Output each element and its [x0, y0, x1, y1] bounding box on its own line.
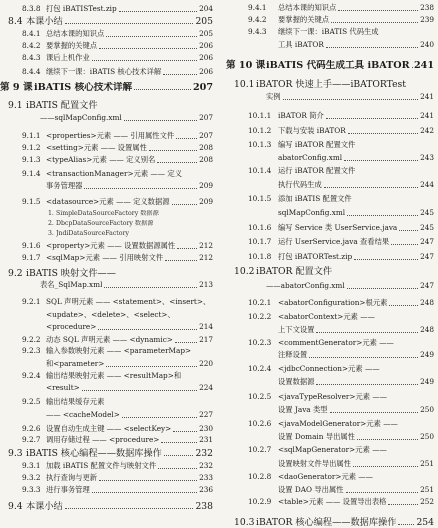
toc-entry-page: 241 — [420, 92, 434, 101]
toc-entry-page: 249 — [420, 350, 434, 359]
toc-entry-page: 248 — [420, 325, 434, 334]
toc-entry-title: 动态 SQL 声明元素 —— <dynamic> — [46, 335, 173, 344]
toc-dot-leader — [330, 403, 418, 413]
toc-entry-title: <typeAlias>元素 —— 定义别名 — [46, 155, 155, 164]
toc-entry-title: 本课小结 — [26, 501, 63, 512]
toc-dot-leader — [122, 408, 197, 418]
toc-entry-page: 231 — [199, 435, 213, 444]
toc-entry-number: 9.2.2 — [22, 335, 41, 344]
toc-entry-number: 10.2.6 — [248, 419, 271, 428]
toc-entry-number: 9.1.1 — [22, 131, 41, 140]
toc-entry-title: 调用存储过程 —— <procedure> — [46, 435, 159, 444]
toc-dot-leader — [172, 195, 197, 205]
toc-entry-number: 10.2.2 — [248, 312, 271, 321]
toc-dot-leader — [173, 422, 197, 432]
toc-entry-title: <datasource>元素 —— 定义数据源 — [46, 197, 170, 206]
toc-entry-page: 207 — [193, 82, 213, 94]
toc-dot-leader — [326, 38, 418, 48]
toc-dot-leader — [99, 471, 197, 481]
toc-dot-leader — [388, 495, 418, 505]
toc-entry-page: 208 — [199, 155, 213, 164]
toc-entry-title: 和<parameter> — [46, 359, 104, 368]
toc-entry-number: 9.2 — [8, 268, 23, 279]
toc-entry-title: iBATOR 快速上手——iBATORTest — [256, 79, 406, 90]
toc-entry-page: 227 — [199, 410, 213, 419]
toc-entry-page: 238 — [195, 501, 213, 512]
toc-entry-title: 添加 iBATIS 配置文件 — [278, 194, 352, 203]
toc-entry-number: 9.1.5 — [22, 197, 41, 206]
toc-dot-leader — [165, 251, 197, 261]
toc-entry-title: <result> — [46, 383, 80, 392]
toc-entry-title: 上下文设置 — [278, 325, 314, 334]
toc-entry-title: 设置 Java 类型 — [278, 405, 328, 414]
toc-dot-leader — [389, 296, 418, 306]
toc-dot-leader — [338, 1, 418, 11]
toc-dot-leader — [391, 235, 418, 245]
toc-entry-title: 输入参数映射元素 —— <parameterMap> — [46, 346, 191, 355]
toc-entry-title: ——abatorConfig.xml — [266, 281, 345, 290]
toc-entry-number: 9.1.4 — [22, 169, 41, 178]
toc-entry-title: <abatorContext>元素 —— — [278, 312, 375, 321]
toc-entry-number: 10.1.2 — [248, 126, 271, 135]
toc-entry-page: 247 — [420, 281, 434, 290]
toc-entry-page: 244 — [420, 180, 434, 189]
toc-dot-leader — [134, 80, 191, 90]
toc-entry-page: 206 — [199, 41, 213, 50]
toc-entry-page: 232 — [195, 448, 213, 459]
toc-entry-page: 207 — [199, 113, 213, 122]
toc-entry-page: 205 — [195, 16, 213, 27]
toc-entry-page: 241 — [420, 111, 434, 120]
toc-entry-title: iBATOR 核心编程——数据库操作 — [256, 517, 396, 528]
toc-dot-leader — [316, 375, 418, 385]
toc-entry-number: 10.2.3 — [248, 338, 271, 347]
toc-entry-number: 3. — [48, 230, 54, 238]
toc-entry-number: 9.1.3 — [22, 155, 41, 164]
toc-entry-title: 执行查询与更新 — [46, 473, 97, 482]
toc-entry-title: 运行 iBATOR 配置文件 — [278, 166, 355, 175]
toc-entry-page: 220 — [199, 359, 213, 368]
toc-entry-number: 10.1.8 — [248, 252, 271, 261]
toc-entry-number: 9.2.4 — [22, 371, 41, 380]
toc-dot-leader — [399, 221, 418, 231]
toc-dot-leader — [158, 459, 197, 469]
toc-entry-number: 9.2.3 — [22, 346, 41, 355]
toc-entry-page: 240 — [420, 40, 434, 49]
toc-entry-page: 250 — [420, 432, 434, 441]
toc-dot-leader — [104, 278, 197, 288]
toc-dot-leader — [347, 279, 418, 289]
toc-entry-number: 10.2 — [234, 266, 254, 277]
toc-dot-leader — [344, 151, 418, 161]
toc-entry-page: 230 — [199, 424, 213, 433]
toc-entry-title: 事务管理器 — [46, 181, 82, 190]
toc-entry-page: 224 — [199, 383, 213, 392]
toc-entry-title: <transactionManager>元素 —— 定义 — [46, 169, 182, 178]
toc-entry-number: 10.1.4 — [248, 166, 271, 175]
toc-entry-page: 245 — [420, 223, 434, 232]
toc-entry-title: iBATOR 简介 — [278, 111, 324, 120]
toc-dot-leader — [348, 124, 418, 134]
toc-entry-title: JndiDataSourceFactory — [56, 230, 129, 238]
toc-entry-page: 205 — [199, 29, 213, 38]
toc-entry-title: 实例 — [266, 92, 281, 101]
toc-entry-title: iBATOR 配置文件 — [256, 266, 332, 277]
toc-entry-title: 打包 iBATISTest.zip — [46, 4, 117, 13]
toc-dot-leader — [175, 333, 197, 343]
toc-entry-page: 212 — [199, 253, 213, 262]
toc-entry-number: 10.3 — [234, 517, 254, 528]
toc-entry-number: 9.3.1 — [22, 461, 41, 470]
toc-dot-leader — [92, 51, 197, 61]
toc-dot-leader — [357, 430, 418, 440]
toc-dot-leader — [65, 499, 194, 509]
toc-entry-title: <daoGenerator>元素 —— — [278, 472, 373, 481]
toc-entry-title: 加载 iBATIS 配置文件与映射文件 — [46, 461, 156, 470]
toc-entry-number: 9.1.2 — [22, 143, 41, 152]
toc-dot-leader — [106, 357, 197, 367]
toc-entry-title: 总结本课的知识点 — [46, 29, 104, 38]
toc-entry-title: <update>、<delete>、<select>、 — [46, 310, 175, 319]
toc-entry-number: 9.1.7 — [22, 253, 41, 262]
toc-entry-title: 注释设置 — [278, 350, 307, 359]
toc-entry-page: 206 — [199, 53, 213, 62]
toc-dot-leader — [309, 348, 418, 358]
toc-entry-page: 247 — [420, 237, 434, 246]
toc-entry-title: abatorConfig.xml — [278, 153, 342, 162]
toc-entry-page: 206 — [199, 67, 213, 76]
toc-entry-number: 9.4.3 — [248, 27, 267, 36]
toc-entry-number: 9.2.1 — [22, 297, 41, 306]
toc-dot-leader — [99, 39, 197, 49]
toc-entry-title: 表名_SqlMap.xml — [40, 280, 102, 289]
toc-entry-page: 252 — [420, 497, 434, 506]
toc-entry-number: 9.1 — [8, 100, 23, 111]
toc-entry-title: 打包 iBATORTest.zip — [278, 252, 352, 261]
toc-dot-leader — [82, 381, 197, 391]
toc-entry-number: 8.4.4 — [22, 67, 41, 76]
toc-entry-page: 233 — [199, 473, 213, 482]
toc-entry-number: 9.4.1 — [248, 3, 267, 12]
toc-entry-number: 10.1.7 — [248, 237, 271, 246]
toc-entry-title: <procedure> — [46, 322, 96, 331]
toc-entry-title: <javaModelGenerator>元素 —— — [278, 419, 398, 428]
toc-entry-title: 本课小结 — [26, 16, 63, 27]
toc-entry-title: SQL 声明元素 —— <statement>、<insert>、 — [46, 297, 210, 306]
toc-entry-title: 总结本课的知识点 — [278, 3, 336, 12]
toc-entry-title: 输出结果缓存元素 — [46, 397, 104, 406]
toc-entry-title: <abatorConfiguration>根元素 — [278, 298, 387, 307]
toc-entry-title: 工具 iBATOR — [278, 40, 324, 49]
toc-entry-number: 9.2.7 — [22, 435, 41, 444]
toc-dot-leader — [346, 483, 419, 493]
toc-entry-page: 232 — [199, 461, 213, 470]
toc-dot-leader — [157, 153, 197, 163]
toc-entry-number: 9.2.5 — [22, 397, 41, 406]
toc-entry-title: iBATIS 配置文件 — [26, 100, 98, 111]
toc-dot-leader — [177, 239, 197, 249]
toc-dot-leader — [398, 515, 414, 525]
toc-entry-number: 第 9 课 — [0, 82, 33, 94]
toc-entry-page: 239 — [420, 15, 434, 24]
toc-dot-leader — [84, 179, 197, 189]
toc-entry-number: 8.3.8 — [22, 4, 41, 13]
toc-entry-page: 242 — [420, 126, 434, 135]
toc-entry-number: 9.3.3 — [22, 485, 41, 494]
toc-entry-page: 251 — [420, 459, 434, 468]
toc-entry-title: 继续下一课：iBATIS 代码生成 — [278, 27, 379, 36]
toc-dot-leader — [176, 129, 197, 139]
toc-entry-page: 213 — [199, 280, 213, 289]
toc-entry-page: 254 — [416, 517, 434, 528]
toc-entry-title: <javaTypeResolver>元素 —— — [278, 392, 387, 401]
toc-entry-page: 207 — [199, 131, 213, 140]
toc-dot-leader — [106, 27, 197, 37]
toc-entry-number: 10.1.3 — [248, 140, 271, 149]
toc-entry-page: 208 — [199, 143, 213, 152]
toc-entry-number: 10.1.5 — [248, 194, 271, 203]
toc-dot-leader — [92, 483, 197, 493]
toc-dot-leader — [353, 457, 418, 467]
toc-entry-number: 8.4.1 — [22, 29, 41, 38]
toc-entry-title: iBATIS 核心编程——数据库操作 — [26, 448, 162, 459]
toc-entry-title: 编写 Service 类 UserService.java — [278, 223, 397, 232]
toc-entry-page: 209 — [199, 197, 213, 206]
toc-entry-page: 209 — [199, 181, 213, 190]
toc-dot-leader — [163, 65, 197, 75]
toc-entry-number: 10.1.1 — [248, 111, 271, 120]
toc-entry-page: 212 — [199, 241, 213, 250]
toc-entry-page: 214 — [199, 322, 213, 331]
toc-entry-title: <property>元素 —— 设置数据源属性 — [46, 241, 175, 250]
toc-dot-leader — [316, 323, 418, 333]
toc-entry-number: 8.4.3 — [22, 53, 41, 62]
toc-entry-title: iBATIS 映射文件—— — [26, 268, 116, 279]
toc-entry-number: 9.1.6 — [22, 241, 41, 250]
toc-dot-leader — [164, 446, 194, 456]
toc-entry-number: 第 10 课 — [226, 60, 265, 72]
toc-entry-title: <jdbcConnection>元素 —— — [278, 364, 380, 373]
toc-entry-number: 1. — [48, 210, 54, 218]
toc-entry-title: 设置自动生成主键 —— <selectKey> — [46, 424, 171, 433]
toc-entry-number: 9.3.2 — [22, 473, 41, 482]
toc-entry-title: 运行 UserService.java 查看结果 — [278, 237, 389, 246]
toc-entry-title: iBATIS 代码生成工具 iBATOR — [266, 60, 410, 72]
toc-entry-number: 10.2.5 — [248, 392, 271, 401]
toc-entry-number: 10.1 — [234, 79, 254, 90]
toc-dot-leader — [161, 433, 197, 443]
toc-entry-title: iBATIS 核心技术详解 — [34, 82, 132, 94]
toc-dot-leader — [326, 109, 418, 119]
toc-entry-page: 241 — [414, 60, 434, 72]
toc-entry-title: sqlMapConfig.xml — [278, 208, 345, 217]
toc-entry-page: 247 — [420, 252, 434, 261]
toc-entry-title: 进行事务管理 — [46, 485, 90, 494]
toc-entry-title: 继续下一课：iBATIS 核心技术详解 — [46, 67, 161, 76]
toc-entry-title: <table>元素 —— 设置导出表格 — [278, 497, 386, 506]
toc-entry-title: <sqlMapGenerator>元素 —— — [278, 445, 387, 454]
toc-entry-title: <sqlMap>元素 —— 引用映射文件 — [46, 253, 163, 262]
toc-dot-leader — [331, 13, 418, 23]
toc-entry-title: SimpleDataSourceFactory 数据源 — [56, 210, 159, 218]
toc-entry-title: ——sqlMapConfig.xml — [40, 113, 122, 122]
toc-dot-leader — [354, 250, 418, 260]
toc-entry-title: DbcpDataSourceFactory 数据源 — [56, 220, 153, 228]
toc-dot-leader — [347, 206, 418, 216]
toc-entry-title: 编写 iBATOR 配置文件 — [278, 140, 355, 149]
toc-entry-number: 10.2.7 — [248, 445, 271, 454]
toc-entry-page: 250 — [420, 405, 434, 414]
toc-entry-title: 设置映射文件导出属性 — [278, 459, 351, 468]
toc-entry-title: 设置数据源 — [278, 377, 314, 386]
toc-entry-page: 251 — [420, 485, 434, 494]
toc-entry-title: 下载与安装 iBATOR — [278, 126, 346, 135]
toc-entry-page: 248 — [420, 298, 434, 307]
toc-entry-title: 设置 DAO 导出属性 — [278, 485, 344, 494]
toc-dot-leader — [98, 320, 197, 330]
toc-entry-number: 8.4 — [8, 16, 23, 27]
toc-entry-number: 2. — [48, 220, 54, 228]
toc-entry-page: 243 — [420, 153, 434, 162]
toc-entry-page: 217 — [199, 335, 213, 344]
toc-dot-leader — [124, 111, 197, 121]
toc-entry-page: 204 — [199, 4, 213, 13]
toc-entry-title: 输出结果映射元素 —— <resultMap>和 — [46, 371, 181, 380]
toc-entry-number: 10.2.9 — [248, 497, 271, 506]
toc-dot-leader — [65, 14, 194, 24]
toc-dot-leader — [324, 178, 418, 188]
toc-entry-title: 设置 Domain 导出属性 — [278, 432, 355, 441]
toc-entry-number: 10.1.6 — [248, 223, 271, 232]
toc-entry-number: 10.2.4 — [248, 364, 271, 373]
toc-entry-number: 9.4.2 — [248, 15, 267, 24]
toc-entry-page: 245 — [420, 208, 434, 217]
toc-dot-leader — [283, 90, 418, 100]
toc-entry-number: 9.4 — [8, 501, 23, 512]
toc-entry-title: <properties>元素 —— 引用属性文件 — [46, 131, 174, 140]
toc-entry-page: 238 — [420, 3, 434, 12]
toc-entry-title: <setting>元素 —— 设置属性 — [46, 143, 147, 152]
toc-entry-title: 执行代码生成 — [278, 180, 322, 189]
toc-entry-number: 10.2.8 — [248, 472, 271, 481]
toc-entry-number: 8.4.2 — [22, 41, 41, 50]
toc-entry-title: <commentGenerator>元素 —— — [278, 338, 394, 347]
toc-entry-page: 236 — [199, 485, 213, 494]
toc-entry-number: 9.3 — [8, 448, 23, 459]
toc-entry-number: 9.2.6 — [22, 424, 41, 433]
toc-dot-leader — [119, 2, 197, 12]
toc-entry-title: 要掌握的关键点 — [278, 15, 329, 24]
toc-entry-number: 10.2.1 — [248, 298, 271, 307]
toc-entry-page: 249 — [420, 377, 434, 386]
toc-entry-title: 课后上机作业 — [46, 53, 90, 62]
toc-entry-title: 要掌握的关键点 — [46, 41, 97, 50]
toc-dot-leader — [149, 141, 197, 151]
toc-entry-title: —— <cacheModel> — [46, 410, 120, 419]
